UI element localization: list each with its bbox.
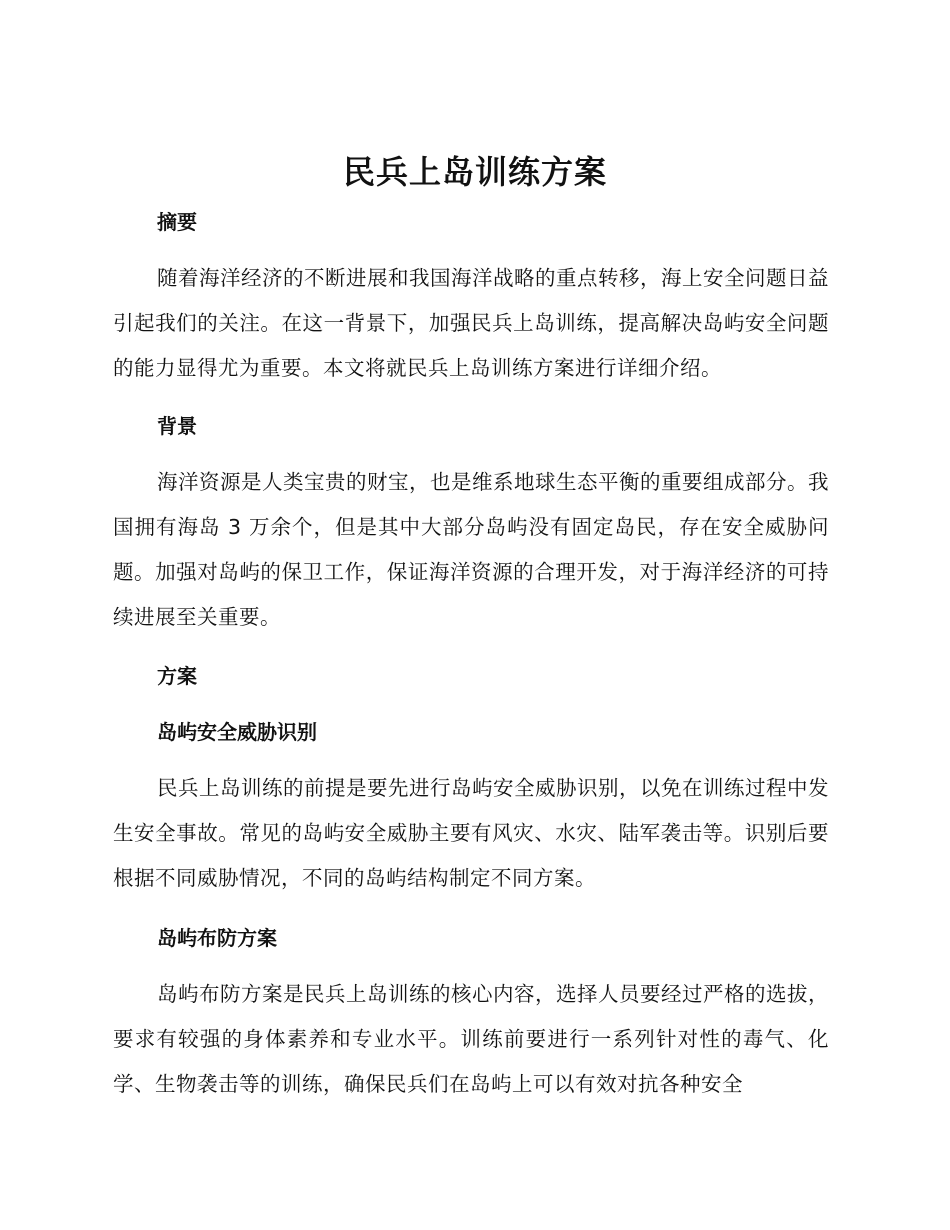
section-paragraph-threat-identification: 民兵上岛训练的前提是要先进行岛屿安全威胁识别，以免在训练过程中发生安全事故。常见的岛屿安全威胁主要有风灾、水灾、陆军袭击等。识别后要根据不同威胁情况，不同的岛屿结构制定不同方案。 [113, 776, 829, 890]
section-heading-abstract: 摘要 [157, 210, 197, 234]
section-heading-background: 背景 [157, 414, 197, 438]
section-heading-defense-plan: 岛屿布防方案 [157, 926, 277, 950]
section-paragraph-defense-plan: 岛屿布防方案是民兵上岛训练的核心内容，选择人员要经过严格的选拔，要求有较强的身体素养和专业水平。训练前要进行一系列针对性的毒气、化学、生物袭击等的训练，确保民兵们在岛屿上可以有效对抗各种安全 [113, 982, 829, 1096]
section-heading-plan: 方案 [157, 664, 197, 688]
document-title: 民兵上岛训练方案 [342, 153, 607, 191]
section-paragraph-background: 海洋资源是人类宝贵的财宝，也是维系地球生态平衡的重要组成部分。我国拥有海岛 3 万余个，但是其中大部分岛屿没有固定岛民，存在安全威胁问题。加强对岛屿的保卫工作，保证海洋资源的合理开发，对于海洋经济的可持续进展至关重要。 [113, 470, 829, 629]
section-heading-threat-identification: 岛屿安全威胁识别 [157, 720, 317, 744]
section-paragraph-abstract: 随着海洋经济的不断进展和我国海洋战略的重点转移，海上安全问题日益引起我们的关注。在这一背景下，加强民兵上岛训练，提高解决岛屿安全问题的能力显得尤为重要。本文将就民兵上岛训练方案进行详细介绍。 [113, 266, 829, 380]
